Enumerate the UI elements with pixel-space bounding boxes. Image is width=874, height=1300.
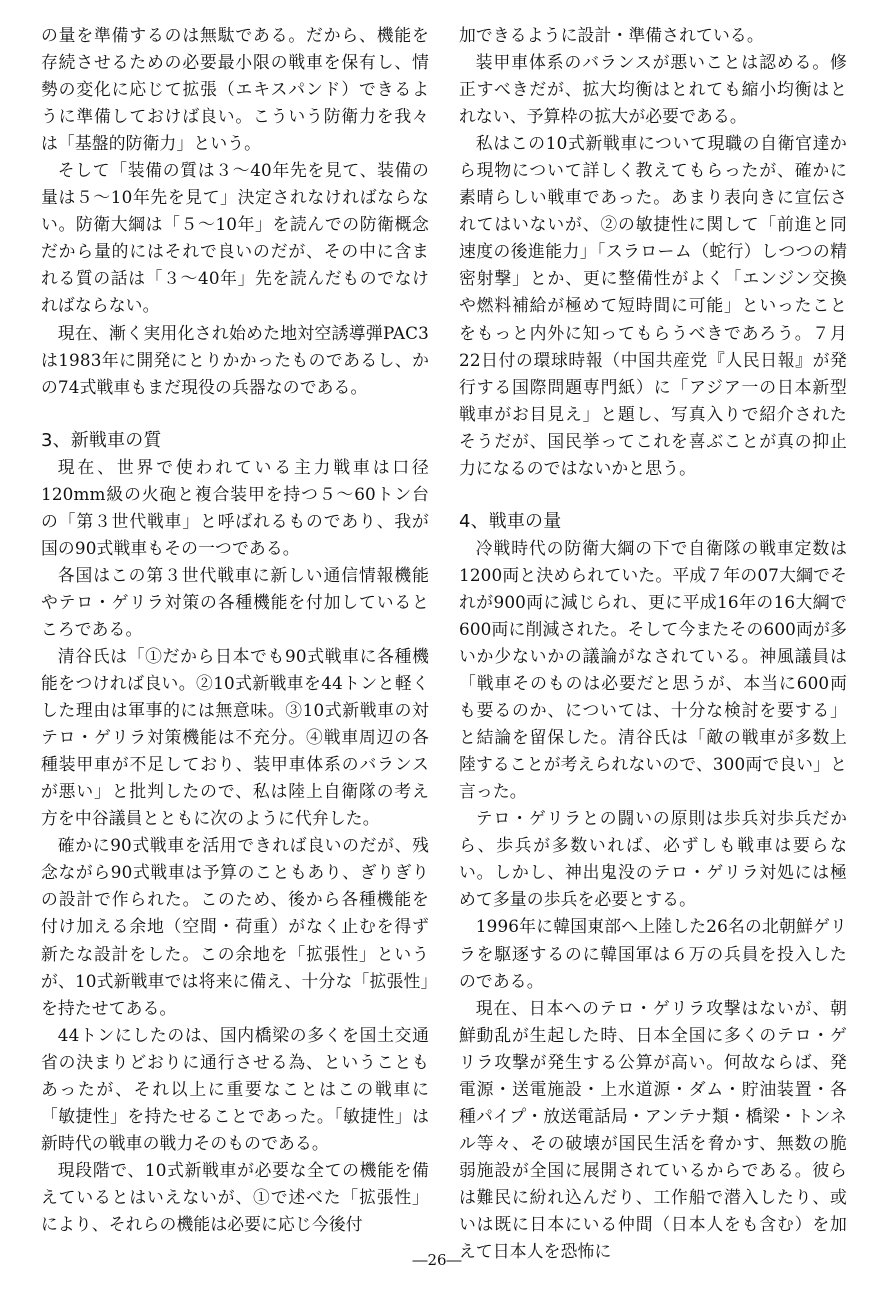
page-number: ―26― — [412, 1251, 462, 1269]
paragraph: 現在、日本へのテロ・ゲリラ攻撃はないが、朝鮮動乱が生起した時、日本全国に多くのテロ・ゲリラ攻撃が発生する公算が高い。何故ならば、発電源・送電施設・上水道源・ダム・貯油装置・各種パイプ・放送電話局・アンテナ類・橋梁・トンネル等々、その破壊が国民生活を脅かす、無数の脆弱施設が全国に展開されているからである。彼らは難民に紛れ込んだり、工作船で潜入したり、或いは既に日本にいる仲間（日本人をも含む）を加えて日本人を恐怖に — [459, 997, 847, 1262]
paragraph: 現段階で、10式新戦車が必要な全ての機能を備えているとはいえないが、①で述べた「拡張性」により、それらの機能は必要に応じ今後付 — [41, 1159, 429, 1234]
paragraph: 1996年に韓国東部へ上陸した26名の北朝鮮ゲリラを駆逐するのに韓国軍は６万の兵員を投入したのである。 — [459, 916, 847, 991]
section-heading-4: 4、戦車の量 — [459, 510, 562, 532]
paragraph: 冷戦時代の防衛大綱の下で自衛隊の戦車定数は1200両と決められていた。平成７年の07大綱でそれが900両に減じられ、更に平成16年の16大綱で600両に削減された。そして今またその600両が多いか少ないかの議論がなされている。神風議員は「戦車そのものは必要だと思うが、本当に600両も要るのか、については、十分な検討を要する」と結論を留保した。清谷氏は「敵の戦車が多数上陸することが考えられないので、300両で良い」と言った。 — [459, 537, 847, 802]
paragraph: の量を準備するのは無駄である。だから、機能を存続させるための必要最小限の戦車を保有し、情勢の変化に応じて拡張（エキスパンド）できるように準備しておけば良い。こういう防衛力を我々は「基盤的防衛力」という。 — [41, 25, 429, 154]
paragraph: 加できるように設計・準備されている。 — [459, 25, 764, 45]
spacer — [41, 401, 429, 427]
paragraph: 現在、世界で使われている主力戦車は口径120mm級の火砲と複合装甲を持つ５～60トン台の「第３世代戦車」と呼ばれるものであり、我が国の90式戦車もその一つである。 — [41, 456, 429, 558]
left-column — [41, 22, 429, 1238]
paragraph: 各国はこの第３世代戦車に新しい通信情報機能やテロ・ゲリラ対策の各種機能を付加しているところである。 — [41, 564, 429, 639]
paragraph: 私はこの10式新戦車について現職の自衛官達から現物について詳しく教えてもらったが、確かに素晴らしい戦車であった。あまり表向きに宣伝されてはいないが、②の敏捷性に関して「前進と同速度の後進能力」「スラローム（蛇行）しつつの精密射撃」とか、更に整備性がよく「エンジン交換や燃料補給が極めて短時間に可能」といったことをもっと内外に知ってもらうべきであろう。７月22日付の環球時報（中国共産党『人民日報』が発行する国際問題専門紙）に「アジア一の日本新型戦車がお目見え」と題し、写真入りで紹介されたそうだが、国民挙ってこれを喜ぶことが真の抑止力になるのではないかと思う。 — [459, 133, 847, 478]
paragraph: 確かに90式戦車を活用できれば良いのだが、残念ながら90式戦車は予算のこともあり、ぎりぎりの設計で作られた。このため、後から各種機能を付け加える余地（空間・荷重）がなく止むを得ず新たな設計をした。この余地を「拡張性」というが、10式新戦車では将来に備え、十分な「拡張性」を持たせてある。 — [41, 835, 429, 1018]
paragraph: 44トンにしたのは、国内橋梁の多くを国土交通省の決まりどおりに通行させる為、ということもあったが、それ以上に重要なことはこの戦車に「敏捷性」を持たせることであった。「敏捷性」は新時代の戦車の戦力そのものである。 — [41, 1024, 429, 1153]
paragraph: 装甲車体系のバランスが悪いことは認める。修正すべきだが、拡大均衡はとれても縮小均衡はとれない、予算枠の拡大が必要である。 — [459, 52, 847, 127]
spacer — [459, 482, 847, 508]
paragraph: そして「装備の質は３～40年先を見て、装備の量は５～10年先を見て」決定されなければならない。防衛大綱は「５～10年」を読んでの防衛概念だから量的にはそれで良いのだが、その中に含まれる質の話は「３～40年」先を読んだものでなければならない。 — [41, 160, 429, 316]
paragraph: 現在、漸く実用化され始めた地対空誘導弾PAC3は1983年に開発にとりかかったものであるし、かの74式戦車もまだ現役の兵器なのである。 — [41, 322, 429, 397]
right-column — [459, 22, 847, 1265]
paragraph: テロ・ゲリラとの闘いの原則は歩兵対歩兵だから、歩兵が多数いれば、必ずしも戦車は要らない。しかし、神出鬼没のテロ・ゲリラ対処には極めて多量の歩兵を必要とする。 — [459, 808, 847, 910]
paragraph: 清谷氏は「①だから日本でも90式戦車に各種機能をつければ良い。②10式新戦車を44トンと軽くした理由は軍事的には無意味。③10式新戦車の対テロ・ゲリラ対策機能は不充分。④戦車周辺の各種装甲車が不足しており、装甲車体系のバランスが悪い」と批判したので、私は陸上自衛隊の考え方を中谷議員とともに次のように代弁した。 — [41, 645, 429, 829]
section-heading-3: 3、新戦車の質 — [41, 429, 162, 451]
